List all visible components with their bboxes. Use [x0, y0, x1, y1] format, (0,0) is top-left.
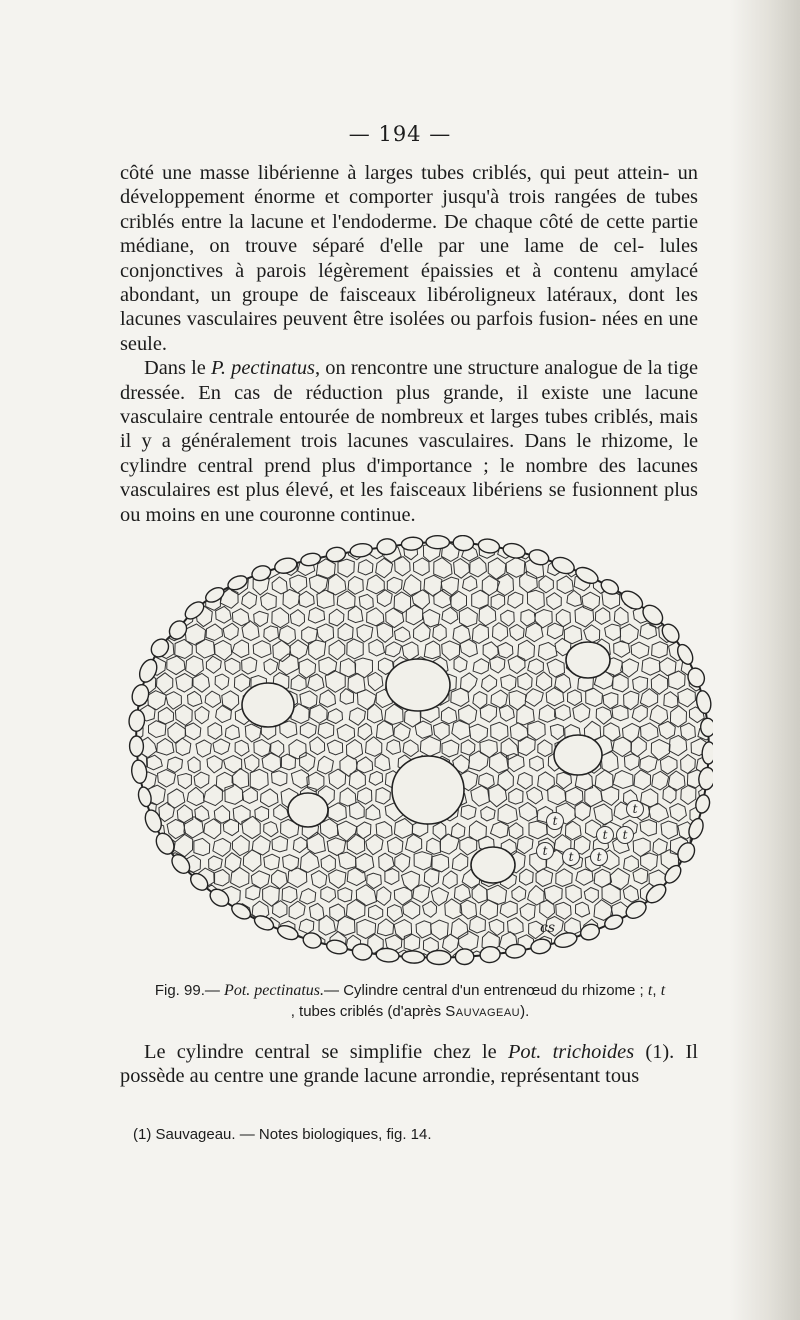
tissue-cell — [264, 535, 281, 543]
tissue-cell — [702, 535, 713, 545]
tissue-cell — [186, 951, 206, 971]
tissue-cell — [651, 543, 667, 564]
tissue-cell — [650, 932, 666, 951]
tissue-cell — [216, 936, 231, 952]
figure-label-t: t — [562, 848, 580, 866]
tissue-cell — [662, 951, 678, 968]
tissue-cell — [118, 919, 125, 934]
tissue-cell — [283, 949, 299, 968]
tissue-cell — [358, 535, 374, 544]
tissue-cell — [118, 786, 128, 805]
tissue-cell — [682, 886, 697, 901]
endoderm-cell — [455, 949, 474, 965]
tissue-cell — [176, 572, 195, 594]
tissue-cell — [681, 535, 697, 546]
text-block-bottom — [120, 1040, 698, 1089]
tissue-cell — [139, 544, 154, 560]
tissue-cell — [252, 936, 267, 951]
tissue-cell — [667, 543, 684, 562]
tissue-cell — [672, 608, 688, 625]
tissue-cell — [234, 542, 252, 563]
tissue-cell — [147, 535, 163, 545]
tissue-cell — [252, 542, 270, 562]
endoderm-cell — [426, 536, 450, 549]
tissue-cell — [198, 904, 211, 919]
tissue-cell — [623, 535, 640, 546]
tissue-cell — [644, 560, 660, 578]
vascular-lacuna — [288, 793, 328, 827]
tissue-cell — [167, 558, 186, 580]
tissue-cell — [244, 535, 258, 541]
tissue-cell — [140, 577, 155, 592]
tissue-cell — [120, 900, 135, 917]
tissue-cell — [129, 853, 147, 873]
tissue-cell — [185, 560, 201, 578]
tissue-cell — [595, 541, 611, 560]
tissue-cell — [119, 641, 133, 657]
tissue-cell — [118, 818, 128, 841]
tissue-cell — [128, 590, 146, 607]
tissue-cell — [128, 886, 144, 904]
tissue-cell — [575, 541, 594, 560]
tissue-cell — [138, 902, 156, 921]
vascular-lacuna — [386, 659, 450, 711]
tissue-cell — [118, 692, 126, 708]
tissue-cell — [156, 900, 175, 920]
tissue-cell — [641, 919, 657, 933]
tissue-cell — [170, 886, 183, 902]
tissue-cell — [118, 755, 127, 772]
tissue-cell — [120, 606, 136, 626]
tissue-cell — [157, 869, 171, 885]
tissue-cell — [653, 576, 670, 595]
tissue-cell — [206, 535, 221, 544]
tissue-cell — [175, 540, 192, 560]
tissue-cell — [118, 886, 126, 904]
vascular-lacuna — [566, 642, 610, 678]
tissue-cell — [118, 772, 133, 787]
endoderm-cell — [129, 736, 143, 757]
tissue-cell — [147, 916, 163, 936]
tissue-cell — [213, 904, 227, 920]
tissue-cell — [186, 535, 203, 545]
tissue-cell — [118, 953, 125, 970]
vascular-lacuna — [242, 683, 294, 727]
tissue-cell — [187, 919, 202, 937]
tissue-cell — [119, 574, 135, 592]
tissue-cell — [195, 576, 212, 592]
tissue-cell — [528, 535, 546, 547]
caption-author: Sauvageau — [445, 1003, 521, 1020]
tissue-cell — [206, 952, 219, 967]
tissue-cell — [158, 541, 175, 560]
figure-label-t: t — [596, 826, 614, 844]
tissue-cell — [195, 543, 213, 564]
tissue-cell — [337, 535, 353, 545]
tissue-cell — [690, 932, 706, 951]
caption-species: Pot. pectinatus. — [224, 982, 325, 999]
tissue-cell — [120, 872, 136, 889]
tissue-cell — [118, 854, 123, 870]
tissue-cell — [563, 535, 582, 548]
tissue-cell — [698, 953, 713, 972]
figure-label-t: t — [546, 812, 564, 830]
paragraph-2: Dans le P. pectinatus, on rencontre une structure analogue de la tige dressée. En cas de réduction plus grande, il existe une lacune vasculaire centrale entourée de nombreux et larges tubes criblés, mais il y a généralement trois lacunes vasculaires. Dans le rhizome, le cylindre central prend plus d'importance ; le nombre des lacunes vasculaires est plus élevé, et les faisceaux libériens se fusionnent plus ou moins en une couronne continue. — [120, 357, 698, 526]
tissue-cell — [118, 625, 127, 642]
tissue-cell — [118, 535, 127, 542]
tissue-cell — [688, 574, 706, 593]
tissue-cell — [140, 872, 154, 887]
tissue-cell — [149, 557, 167, 579]
tissue-cell — [118, 590, 127, 607]
tissue-cell — [127, 822, 146, 842]
tissue-cell — [642, 949, 659, 967]
tissue-cell — [300, 948, 317, 969]
tissue-cell — [118, 723, 126, 739]
tissue-cell — [688, 871, 702, 887]
figure-label-t: t — [536, 842, 554, 860]
tissue-cell — [681, 954, 697, 971]
tissue-cell — [612, 544, 629, 562]
tissue-cell — [149, 590, 166, 610]
tissue-cell — [700, 557, 714, 577]
tissue-cell — [564, 949, 580, 966]
tissue-cell — [698, 853, 713, 870]
tissue-cell — [175, 933, 192, 953]
page-edge-shadow — [730, 0, 800, 1320]
tissue-cell — [120, 835, 136, 853]
tissue-cell — [632, 933, 648, 953]
tissue-cell — [700, 885, 713, 902]
paragraph-1: côté une masse libérienne à larges tubes criblés, qui peut attein- un développement énorme et comporter jusqu'à trois rangées de tubes criblés entre la lacune et l'endoderme. De chaque côté de cette partie médiane, on trouve séparé d'elle par une lame de cel- lules conjonctives à parois légèrement épaissies et à contenu amylacé abondant, un groupe de faisceaux libéroligneux latéraux, dont les lacunes vasculaires peuvent être isolées ou parfois fusion- nées en une seule. — [120, 162, 698, 355]
tissue-cell — [126, 916, 145, 934]
tissue-cell — [688, 541, 707, 561]
figure-label-t: t — [626, 800, 644, 818]
tissue-cell — [623, 559, 639, 576]
tissue-cell — [166, 535, 183, 543]
tissue-cell — [321, 535, 337, 545]
tissue-cell — [225, 918, 242, 938]
species-name: P. pectinatus — [211, 357, 315, 380]
tissue-cell — [584, 951, 602, 970]
tissue-cell — [632, 574, 649, 592]
cross-section-illustration — [118, 535, 713, 975]
tissue-cell — [118, 656, 126, 672]
page-number: — 194 — — [348, 122, 452, 146]
tissue-cell — [604, 949, 622, 968]
tissue-cell — [633, 542, 651, 563]
tissue-cell — [271, 937, 287, 954]
tissue-cell — [546, 535, 563, 545]
tissue-cell — [231, 934, 250, 952]
tissue-cell — [264, 952, 280, 969]
figure-label-cs: cs — [540, 920, 556, 936]
tissue-cell — [699, 593, 713, 613]
tissue-cell — [691, 609, 706, 626]
tissue-cell — [148, 855, 163, 873]
tissue-cell — [672, 902, 688, 919]
vascular-lacuna — [471, 847, 515, 883]
tissue-cell — [660, 593, 675, 610]
figure-label-t: t — [590, 848, 608, 866]
text-block-top — [120, 161, 698, 527]
tissue-cell — [166, 953, 184, 973]
tissue-cell — [697, 917, 713, 934]
tissue-cell — [680, 557, 698, 578]
tissue-cell — [660, 917, 679, 938]
tissue-cell — [118, 561, 123, 576]
tissue-cell — [671, 576, 687, 595]
tissue-cell — [680, 920, 696, 936]
tissue-cell — [206, 559, 220, 574]
tissue-cell — [549, 951, 564, 968]
figure-caption: Fig. 99.— Pot. pectinatus.— Cylindre central d'un entrenœud du rhizome ; t, t , tubes criblés (d'après Sauvageau). — [154, 982, 666, 1020]
tissue-cell — [698, 625, 713, 641]
figure-label-t: t — [616, 826, 634, 844]
tissue-cell — [692, 639, 706, 656]
tissue-cell — [155, 577, 171, 594]
tissue-cell — [653, 903, 668, 920]
tissue-cell — [663, 535, 677, 541]
tissue-cell — [159, 608, 175, 626]
tissue-cell — [120, 540, 138, 561]
tissue-cell — [623, 948, 641, 969]
tissue-cell — [194, 935, 213, 954]
paragraph-3: Le cylindre central se simplifie chez le Pot. trichoides (1). Il possède au centre une grande lacune arrondie, représentant tous — [120, 1041, 698, 1088]
tissue-cell — [148, 951, 161, 966]
tissue-cell — [122, 936, 136, 952]
tissue-cell — [669, 936, 685, 955]
tissue-cell — [241, 948, 259, 970]
tissue-cell — [271, 541, 288, 558]
vascular-lacuna — [554, 735, 602, 775]
endoderm-cell — [427, 950, 451, 964]
endoderm-cell — [402, 950, 425, 963]
tissue-cell — [641, 535, 658, 541]
tissue-cell — [602, 557, 620, 578]
tissue-cell — [146, 884, 164, 905]
tissue-cell — [221, 535, 238, 545]
tissue-cell — [301, 535, 316, 546]
tissue-cell — [139, 607, 156, 627]
tissue-cell — [130, 623, 146, 640]
tissue-cell — [140, 837, 155, 854]
tissue-cell — [281, 535, 299, 543]
tissue-cell — [662, 559, 678, 575]
tissue-cell — [165, 919, 182, 936]
tissue-cell — [528, 953, 543, 971]
footnote: (1) Sauvageau. — Notes biologiques, fig. 14. — [133, 1126, 432, 1143]
tissue-cell — [224, 949, 241, 967]
tissue-cell — [223, 560, 239, 576]
tissue-cell — [614, 937, 628, 952]
tissue-cell — [177, 901, 193, 920]
tissue-cell — [203, 918, 220, 937]
vascular-lacuna — [392, 756, 464, 824]
tissue-cell — [680, 623, 696, 642]
tissue-cell — [216, 541, 231, 561]
figure-rhizome-cross-section — [118, 535, 713, 975]
tissue-cell — [681, 594, 695, 609]
tissue-cell — [692, 902, 705, 918]
tissue-cell — [118, 801, 135, 822]
tissue-cell — [130, 535, 148, 544]
tissue-cell — [586, 535, 604, 544]
tissue-cell — [128, 557, 145, 579]
tissue-cell — [158, 934, 175, 953]
species-name: Pot. trichoides — [507, 1041, 635, 1063]
tissue-cell — [129, 951, 143, 967]
tissue-cell — [139, 935, 154, 952]
tissue-cell — [166, 591, 184, 610]
tissue-cell — [602, 535, 620, 542]
